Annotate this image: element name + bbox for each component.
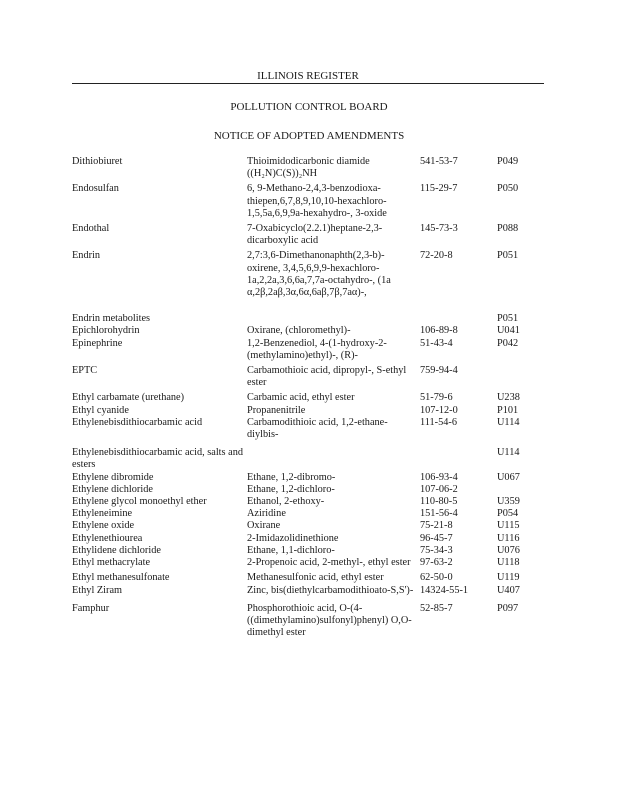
table-row: [72, 247, 552, 299]
chemical-name: Carbamothioic acid, dipropyl-, S-ethyl ester: [247, 365, 407, 389]
substance-name: Endrin: [72, 250, 101, 262]
table-row: [72, 597, 552, 640]
substance-name: Ethylene dibromide: [72, 471, 154, 483]
waste-code: P054: [497, 508, 519, 520]
table-row: [72, 569, 552, 584]
chemical-name: Oxirane, (chloromethyl)-: [247, 325, 351, 337]
chemical-name: Propanenitrile: [247, 404, 306, 416]
substance-name: Ethyl methanesulfonate: [72, 572, 170, 584]
notice-title: NOTICE OF ADOPTED AMENDMENTS: [213, 130, 405, 142]
cas-number: [416, 441, 497, 471]
chemical-name: Oxirane: [247, 520, 281, 532]
chemical-name: [247, 299, 416, 325]
chemical-name: Phosphorothioic acid, O-(4-((dimethylamino)sulfonyl)phenyl) O,O-dimethyl ester: [247, 602, 412, 639]
waste-code: [497, 484, 552, 496]
table-row: [72, 496, 552, 508]
table-row: [72, 585, 552, 597]
chemical-name: 7-Oxabicyclo(2.2.1)heptane-2,3-dicarboxylic acid: [247, 223, 383, 247]
waste-code: U115: [497, 520, 520, 532]
substance-name: Ethylenebisdithiocarbamic acid, salts and esters: [72, 447, 243, 471]
table-row: [72, 472, 552, 484]
substance-name: Ethylenethiourea: [72, 532, 143, 544]
substance-name: Endrin metabolites: [72, 313, 151, 325]
chemical-name: 1,2-Benzenediol, 4-(1-hydroxy-2-(methylamino)ethyl)-, (R)-: [247, 337, 387, 361]
waste-code: U114: [497, 416, 520, 428]
cas-number: 107-06-2: [420, 483, 458, 495]
waste-code: U119: [497, 572, 520, 584]
substance-name: Ethylidene dichloride: [72, 544, 161, 556]
cas-number: 14324-55-1: [420, 584, 469, 596]
table-row: [72, 156, 552, 180]
table-row: [72, 545, 552, 557]
cas-number: 51-43-4: [420, 337, 453, 349]
chemical-name: Aziridine: [247, 508, 286, 520]
waste-code: U407: [497, 584, 520, 596]
waste-code: P097: [497, 602, 519, 614]
cas-number: 111-54-6: [420, 416, 457, 428]
chemical-name: 2-Propenoic acid, 2-methyl-, ethyl ester: [247, 557, 411, 569]
register-header: ILLINOIS REGISTER: [72, 69, 544, 84]
cas-number: 759-94-4: [420, 365, 458, 377]
substance-name: Ethylene dichloride: [72, 483, 153, 495]
cas-number: 145-73-3: [420, 223, 458, 235]
waste-code: [497, 362, 552, 389]
waste-code: U041: [497, 325, 520, 337]
waste-code: P051: [497, 313, 519, 325]
table-row: [72, 557, 552, 569]
waste-code: U359: [497, 496, 520, 508]
chemical-name: 2,7:3,6-Dimethanonaphth(2,3-b)-oxirene, 3,4,5,6,9,9-hexachloro-1a,2,2a,3,6,6a,7,7a-octahydro-, (1a α,2β,2aβ,3α,6α,6aβ,7β,7aα)-,: [247, 250, 391, 299]
table-row: [72, 417, 552, 441]
chemical-name: Ethanol, 2-ethoxy-: [247, 496, 325, 508]
cas-number: 96-45-7: [420, 532, 453, 544]
table-row: [72, 299, 552, 325]
board-title: POLLUTION CONTROL BOARD: [230, 101, 388, 113]
waste-code: P051: [497, 250, 519, 262]
cas-number: [416, 299, 497, 325]
cas-number: 107-12-0: [420, 404, 458, 416]
cas-number: 52-85-7: [420, 602, 453, 614]
cas-number: 115-29-7: [420, 183, 458, 195]
substance-name: Ethyl cyanide: [72, 404, 129, 416]
cas-number: 106-89-8: [420, 325, 458, 337]
cas-number: 62-50-0: [420, 572, 453, 584]
waste-code: U114: [497, 447, 520, 459]
chemical-name: [247, 441, 416, 471]
waste-code: U067: [497, 471, 520, 483]
substance-name: Ethylenebisdithiocarbamic acid: [72, 416, 203, 428]
waste-code: U118: [497, 557, 520, 569]
substance-name: Endothal: [72, 223, 110, 235]
hazardous-waste-table: [72, 156, 552, 639]
table-row: [72, 441, 552, 471]
substance-name: EPTC: [72, 365, 98, 377]
substance-name: Epichlorohydrin: [72, 325, 140, 337]
substance-name: Ethyleneimine: [72, 508, 133, 520]
chemical-name: Carbamodithioic acid, 1,2-ethane-diylbis-: [247, 416, 388, 441]
waste-code: P101: [497, 404, 519, 416]
cas-number: 51-79-6: [420, 392, 453, 404]
table-row: [72, 520, 552, 532]
table-row: [72, 325, 552, 337]
table-row: [72, 533, 552, 545]
cas-number: 151-56-4: [420, 508, 458, 520]
waste-code: P088: [497, 223, 519, 235]
substance-name: Epinephrine: [72, 337, 123, 349]
chemical-name: Ethane, 1,1-dichloro-: [247, 544, 335, 556]
waste-code: P050: [497, 183, 519, 195]
waste-code: U238: [497, 392, 520, 404]
substance-name: Famphur: [72, 602, 110, 614]
table-row: [72, 338, 552, 362]
cas-number: 106-93-4: [420, 471, 458, 483]
cas-number: 75-21-8: [420, 520, 453, 532]
cas-number: 72-20-8: [420, 250, 453, 262]
substance-name: Dithiobiuret: [72, 156, 123, 167]
table-row: [72, 362, 552, 389]
chemical-name: Ethane, 1,2-dichloro-: [247, 483, 335, 495]
waste-code: U076: [497, 544, 520, 556]
cas-number: 541-53-7: [420, 156, 458, 167]
cas-number: 97-63-2: [420, 557, 453, 569]
table-row: [72, 405, 552, 417]
substance-name: Ethylene oxide: [72, 520, 135, 532]
chemical-name: 6, 9-Methano-2,4,3-benzodioxa-thiepen,6,7,8,9,10,10-hexachloro-1,5,5a,6,9,9a-hexahydro-, 3-oxide: [247, 183, 387, 219]
chemical-name: Methanesulfonic acid, ethyl ester: [247, 572, 384, 584]
chemical-name: Thioimidodicarbonic diamide ((H₂N)C(S))₂NH: [247, 156, 370, 180]
substance-name: Ethylene glycol monoethyl ether: [72, 496, 207, 508]
substance-name: Endosulfan: [72, 183, 119, 195]
chemical-name: Zinc, bis(diethylcarbamodithioato-S,S')-: [247, 584, 414, 596]
substance-name: Ethyl carbamate (urethane): [72, 392, 185, 404]
waste-code: P042: [497, 337, 519, 349]
waste-code: P049: [497, 156, 519, 167]
substance-name: Ethyl methacrylate: [72, 557, 151, 569]
cas-number: 75-34-3: [420, 544, 453, 556]
chemical-name: Carbamic acid, ethyl ester: [247, 392, 355, 404]
cas-number: 110-80-5: [420, 496, 458, 508]
waste-code: U116: [497, 532, 520, 544]
table-row: [72, 180, 552, 220]
chemical-name: 2-Imidazolidinethione: [247, 532, 339, 544]
table-row: [72, 484, 552, 496]
table-row: [72, 508, 552, 520]
substance-name: Ethyl Ziram: [72, 584, 123, 596]
chemical-name: Ethane, 1,2-dibromo-: [247, 471, 336, 483]
table-row: [72, 220, 552, 247]
table-row: [72, 389, 552, 404]
